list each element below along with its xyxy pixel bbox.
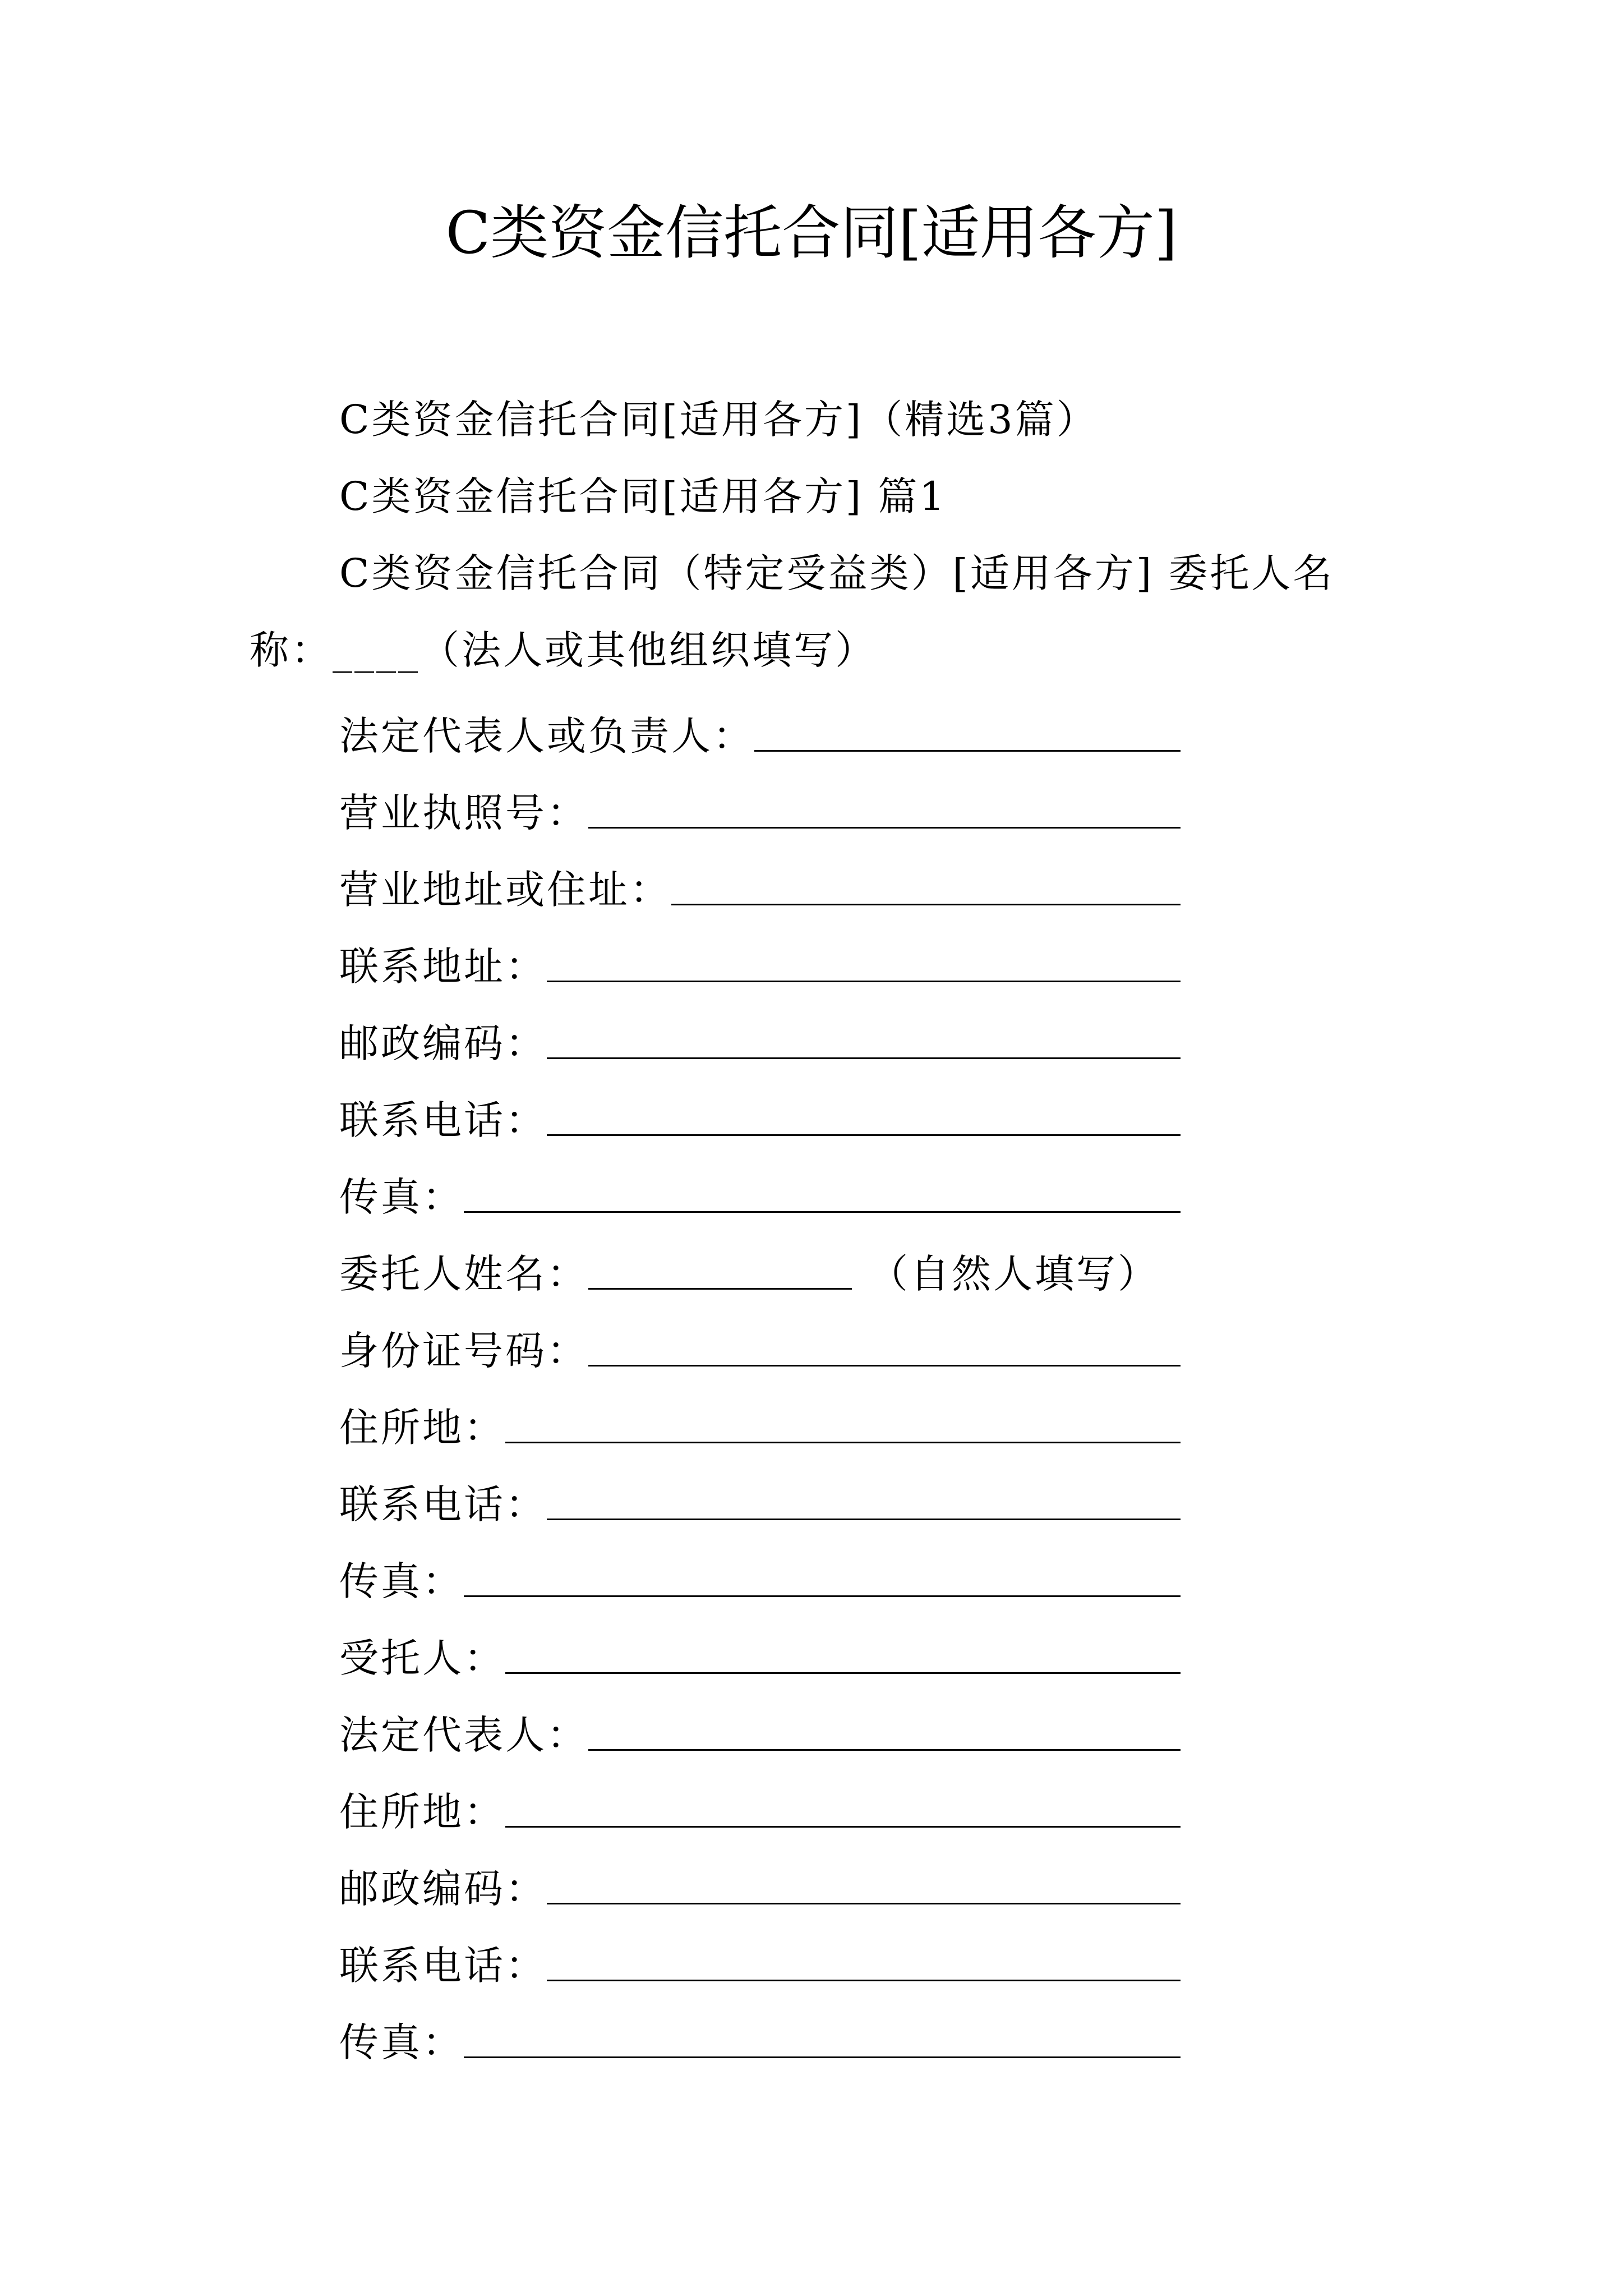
field-label: 传真： [339,2019,464,2065]
field-label: 法定代表人： [339,1712,588,1758]
fill-line[interactable] [547,1095,1181,1136]
field-label: 联系地址： [339,944,547,990]
fill-line[interactable] [547,941,1181,982]
fill-line[interactable] [588,1710,1181,1751]
fill-line[interactable] [588,788,1181,829]
form-fields [339,687,1181,2070]
field-label: 联系电话： [339,1943,547,1989]
fill-line[interactable] [505,1633,1181,1674]
field-fax[interactable] [339,1148,1181,1225]
field-business-license[interactable] [339,764,1181,841]
fill-line[interactable] [464,1172,1181,1213]
fill-line[interactable] [464,1556,1181,1597]
field-label: 受托人： [339,1635,505,1681]
fill-line[interactable] [588,1326,1181,1366]
fill-line[interactable] [505,1787,1181,1828]
field-phone[interactable] [339,1456,1181,1533]
field-phone[interactable] [339,1071,1181,1148]
fill-line[interactable] [671,864,1181,905]
field-label: 邮政编码： [339,1866,547,1912]
document-title: C类资金信托合同[适用各方] [445,199,1178,267]
field-label: 联系电话： [339,1481,547,1527]
field-label: 住所地： [339,1789,505,1835]
field-domicile[interactable] [339,1763,1181,1840]
fill-line[interactable] [588,1249,852,1290]
field-business-address[interactable] [339,841,1181,918]
fill-line[interactable] [464,2017,1181,2058]
fill-line[interactable] [547,1864,1181,1904]
field-fax[interactable] [339,1994,1181,2070]
field-label: 营业地址或住址： [339,867,671,913]
fill-line[interactable] [547,1479,1181,1520]
field-postal-code[interactable] [339,1840,1181,1917]
intro-line-2: C类资金信托合同[适用各方] 篇1 [339,473,947,519]
intro-line-3: C类资金信托合同（特定受益类）[适用各方] 委托人名称：____（法人或其他组织填写） [250,550,1335,673]
field-id-number[interactable] [339,1302,1181,1379]
field-label: 邮政编码： [339,1020,547,1066]
field-settlor-name[interactable] [339,1225,1181,1302]
field-label: 营业执照号： [339,790,588,836]
fill-line[interactable] [505,1402,1181,1443]
field-label: 传真： [339,1174,464,1220]
field-postal-code[interactable] [339,995,1181,1071]
fill-line[interactable] [547,1018,1181,1059]
intro-line-1: C类资金信托合同[适用各方]（精选3篇） [339,397,1098,443]
field-label: 委托人姓名： [339,1251,588,1297]
field-domicile[interactable] [339,1379,1181,1456]
field-note: （自然人填写） [869,1251,1159,1297]
field-label: 联系电话： [339,1097,547,1143]
field-legal-rep-or-principal[interactable] [339,687,1181,764]
field-label: 法定代表人或负责人： [339,713,754,759]
field-legal-representative[interactable] [339,1686,1181,1763]
fill-line[interactable] [754,711,1181,752]
field-label: 住所地： [339,1405,505,1451]
field-label: 传真： [339,1558,464,1604]
field-contact-address[interactable] [339,918,1181,995]
fill-line[interactable] [547,1940,1181,1981]
field-label: 身份证号码： [339,1328,588,1374]
field-phone[interactable] [339,1917,1181,1994]
field-fax[interactable] [339,1533,1181,1609]
field-trustee[interactable] [339,1609,1181,1686]
